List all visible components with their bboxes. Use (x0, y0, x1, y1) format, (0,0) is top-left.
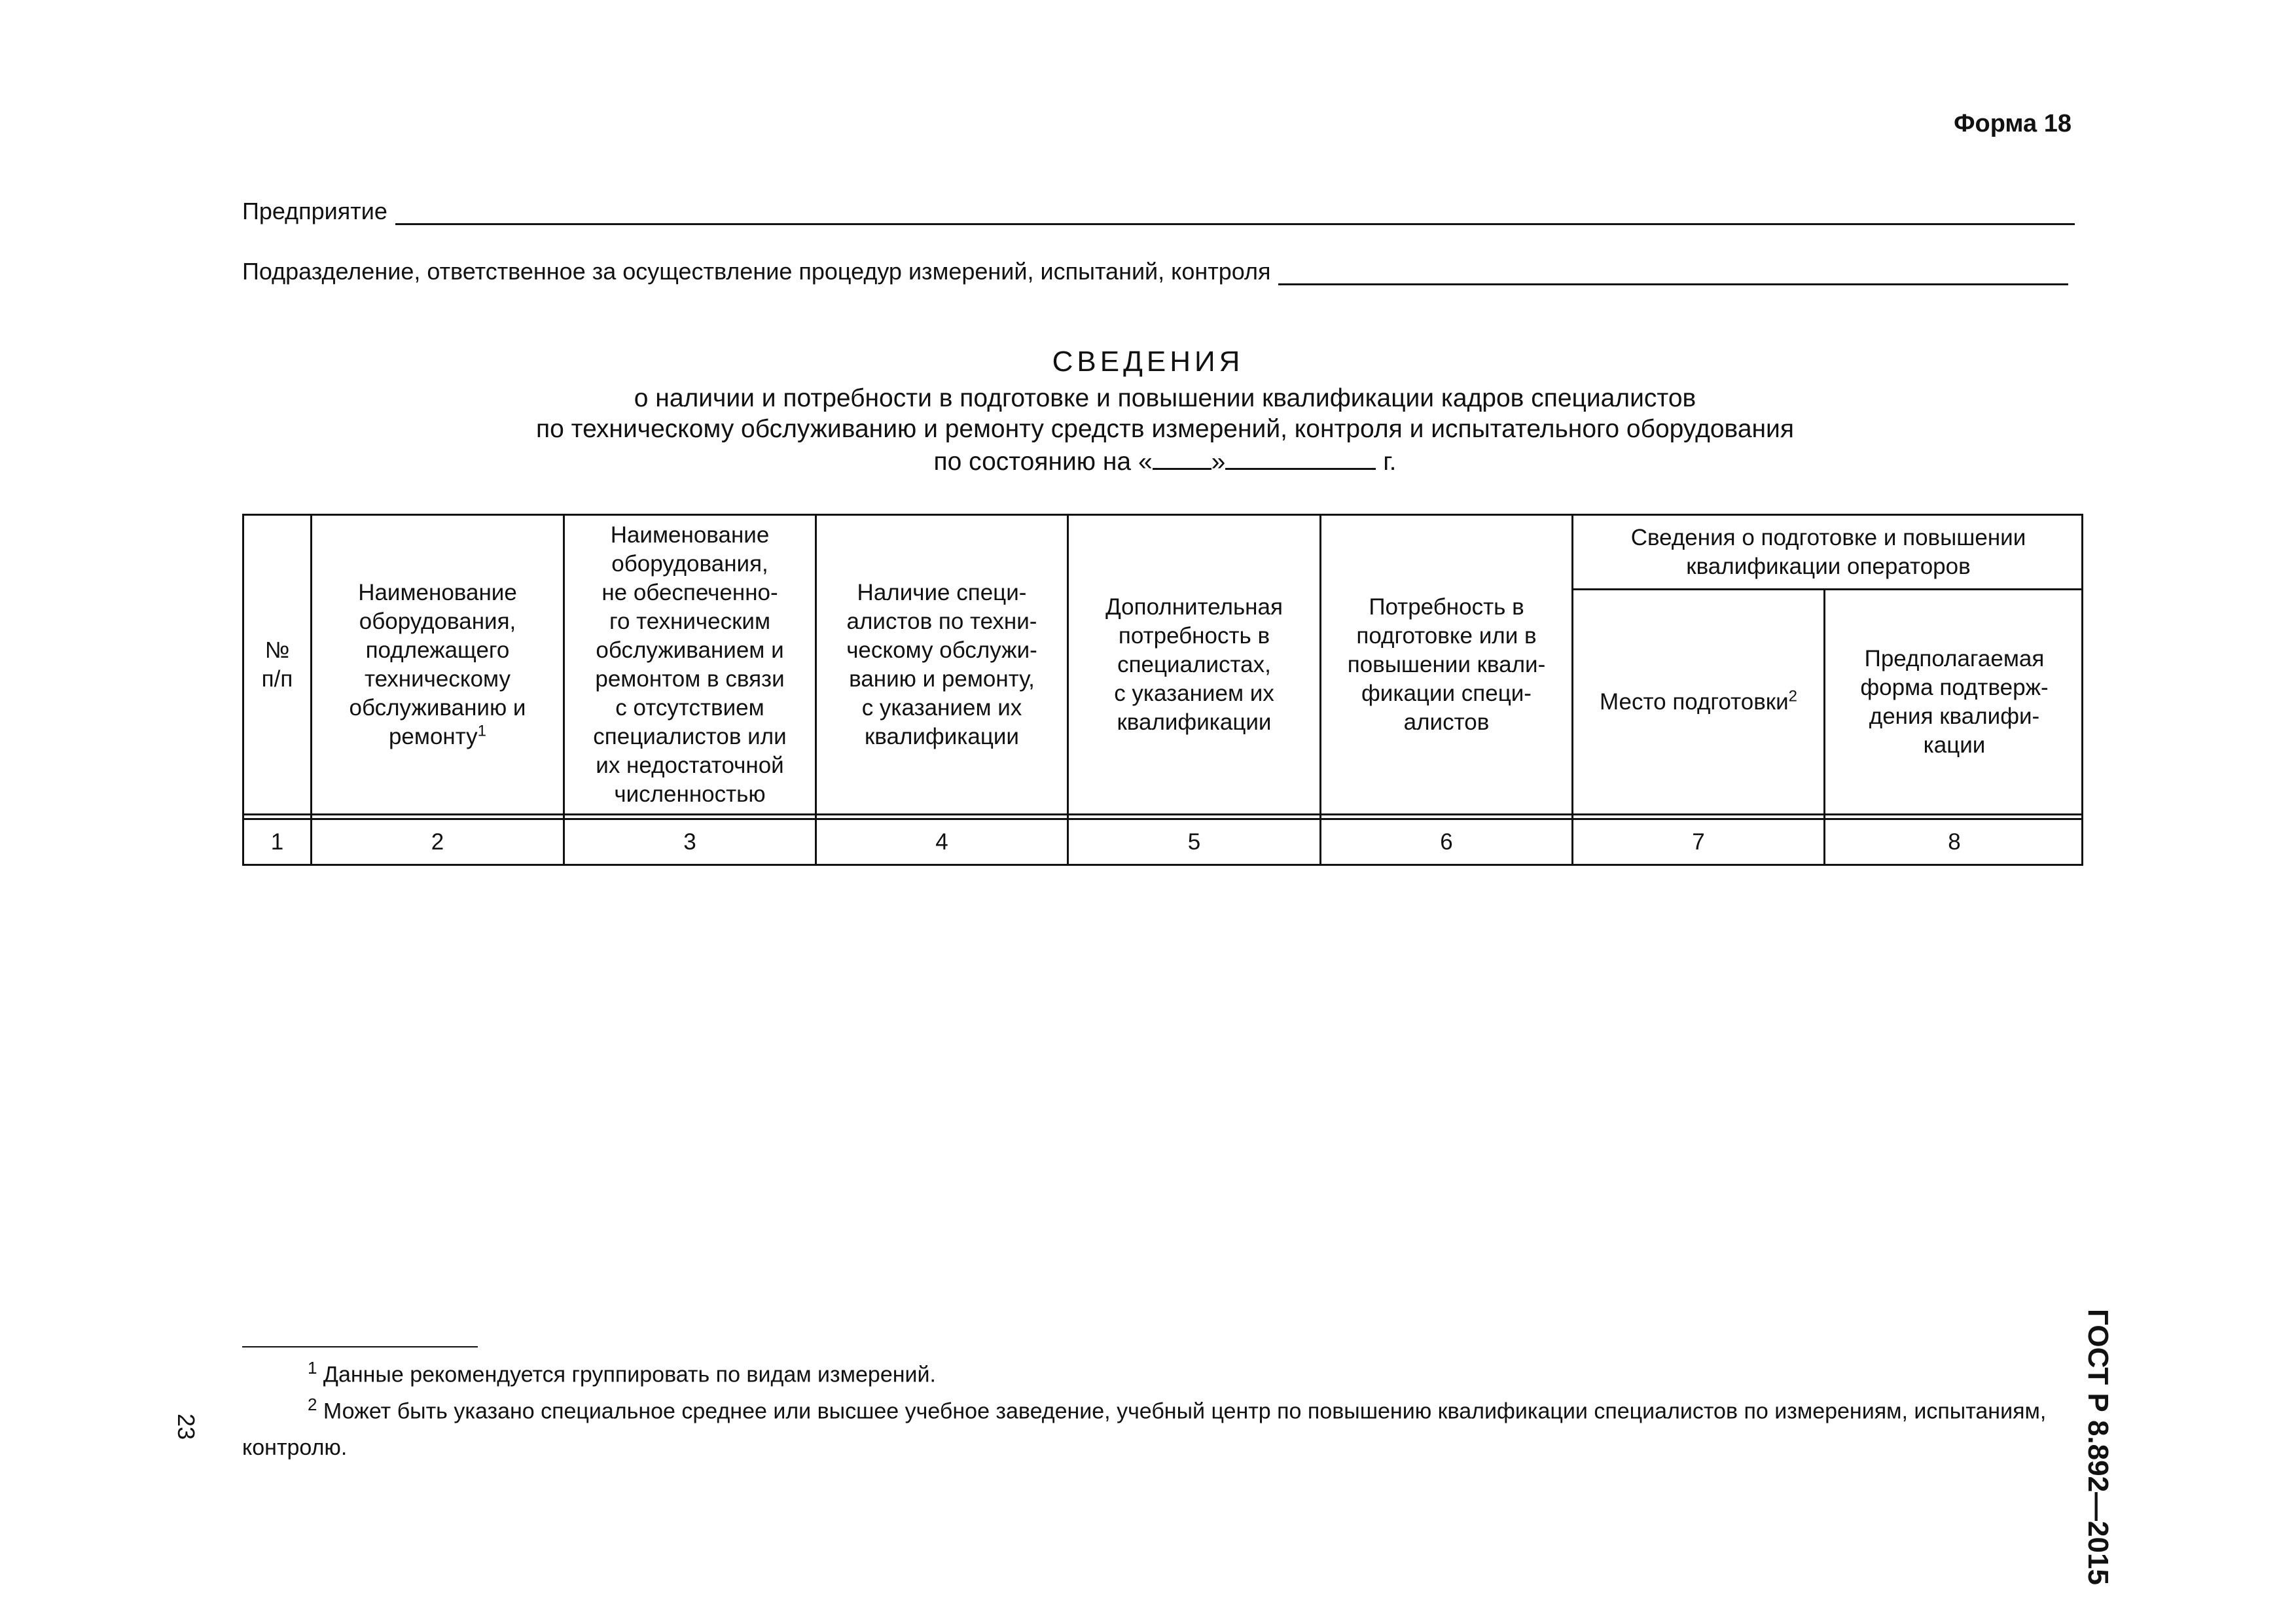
division-field (242, 258, 2068, 285)
subtitle-line-3 (0, 446, 2296, 476)
document-heading: СВЕДЕНИЯ (1052, 346, 1244, 378)
header-available-specialists: Наличие специ- алистов по техни- ческому обслужи- ванию и ремонту, с указанием их квалификации (846, 579, 1037, 749)
footnote-ref: 1 (477, 721, 487, 740)
date-prefix: по состоянию на « (933, 448, 1153, 476)
enterprise-blank-line[interactable] (395, 200, 2075, 225)
division-blank-line[interactable] (1278, 260, 2068, 285)
subtitle-line-1: о наличии и потребности в подготовке и повышении квалификации кадров специалистов (634, 384, 1696, 412)
column-number: 3 (683, 829, 696, 855)
subtitle-line-2: по техническому обслуживанию и ремонту средств измерений, контроля и испытательного оборудования (536, 415, 1794, 443)
footnote-2 (242, 1386, 2088, 1466)
column-number: 6 (1440, 829, 1453, 855)
month-year-blank[interactable] (1225, 446, 1376, 470)
header-unserviced-equipment: Наименование оборудования, не обеспеченно- го техническим обслуживанием и ремонтом в связи с отсутствием специалистов или их недостаточной численностью (593, 522, 787, 807)
standard-code: ГОСТ Р 8.892—2015 (2082, 1309, 2114, 1585)
header-equipment-name (312, 516, 563, 813)
header-row-number: № п/п (261, 637, 293, 692)
footnote-separator (242, 1346, 478, 1347)
header-training-place (1573, 590, 1823, 813)
footnote-2-mark: 2 (308, 1395, 317, 1414)
column-number: 8 (1948, 829, 1961, 855)
header-confirmation-form: Предполагаемая форма подтверж- дения квалифи- кации (1860, 645, 2049, 758)
column-number: 4 (935, 829, 948, 855)
header-additional-need: Дополнительная потребность в специалистах, с указанием их квалификации (1105, 594, 1283, 735)
footnote-1-text: Данные рекомендуется группировать по видам измерений. (317, 1362, 936, 1387)
day-blank[interactable] (1153, 446, 1211, 470)
division-label: Подразделение, ответственное за осуществление процедур измерений, испытаний, контроля (242, 258, 1271, 285)
form-number: Форма 18 (1954, 110, 2072, 137)
column-number: 2 (431, 829, 444, 855)
page-number: 23 (173, 1414, 200, 1440)
date-suffix: г. (1376, 448, 1397, 476)
header-operator-training-group: Сведения о подготовке и повышении квалификации операторов (1630, 524, 2026, 579)
footnote-2-text: Может быть указано специальное среднее или высшее учебное заведение, учебный центр по повышению квалификации специалистов по измерениям, испытаниям, контролю. (242, 1399, 2047, 1461)
header-training-need: Потребность в подготовке или в повышении квали- фикации специ- алистов (1347, 594, 1546, 735)
header-equipment-name-text: Наименование оборудования, подлежащего техническому обслуживанию и ремонту (349, 579, 526, 749)
enterprise-label: Предприятие (242, 198, 387, 224)
header-bottom-line (242, 813, 2083, 815)
footnote-ref: 2 (1788, 687, 1798, 705)
column-number: 1 (270, 829, 284, 855)
footnote-1-mark: 1 (308, 1358, 317, 1378)
column-number: 7 (1692, 829, 1705, 855)
date-mid: » (1211, 448, 1226, 476)
column-number: 5 (1187, 829, 1201, 855)
header-training-place-text: Место подготовки (1599, 688, 1789, 715)
enterprise-field (242, 198, 2075, 225)
